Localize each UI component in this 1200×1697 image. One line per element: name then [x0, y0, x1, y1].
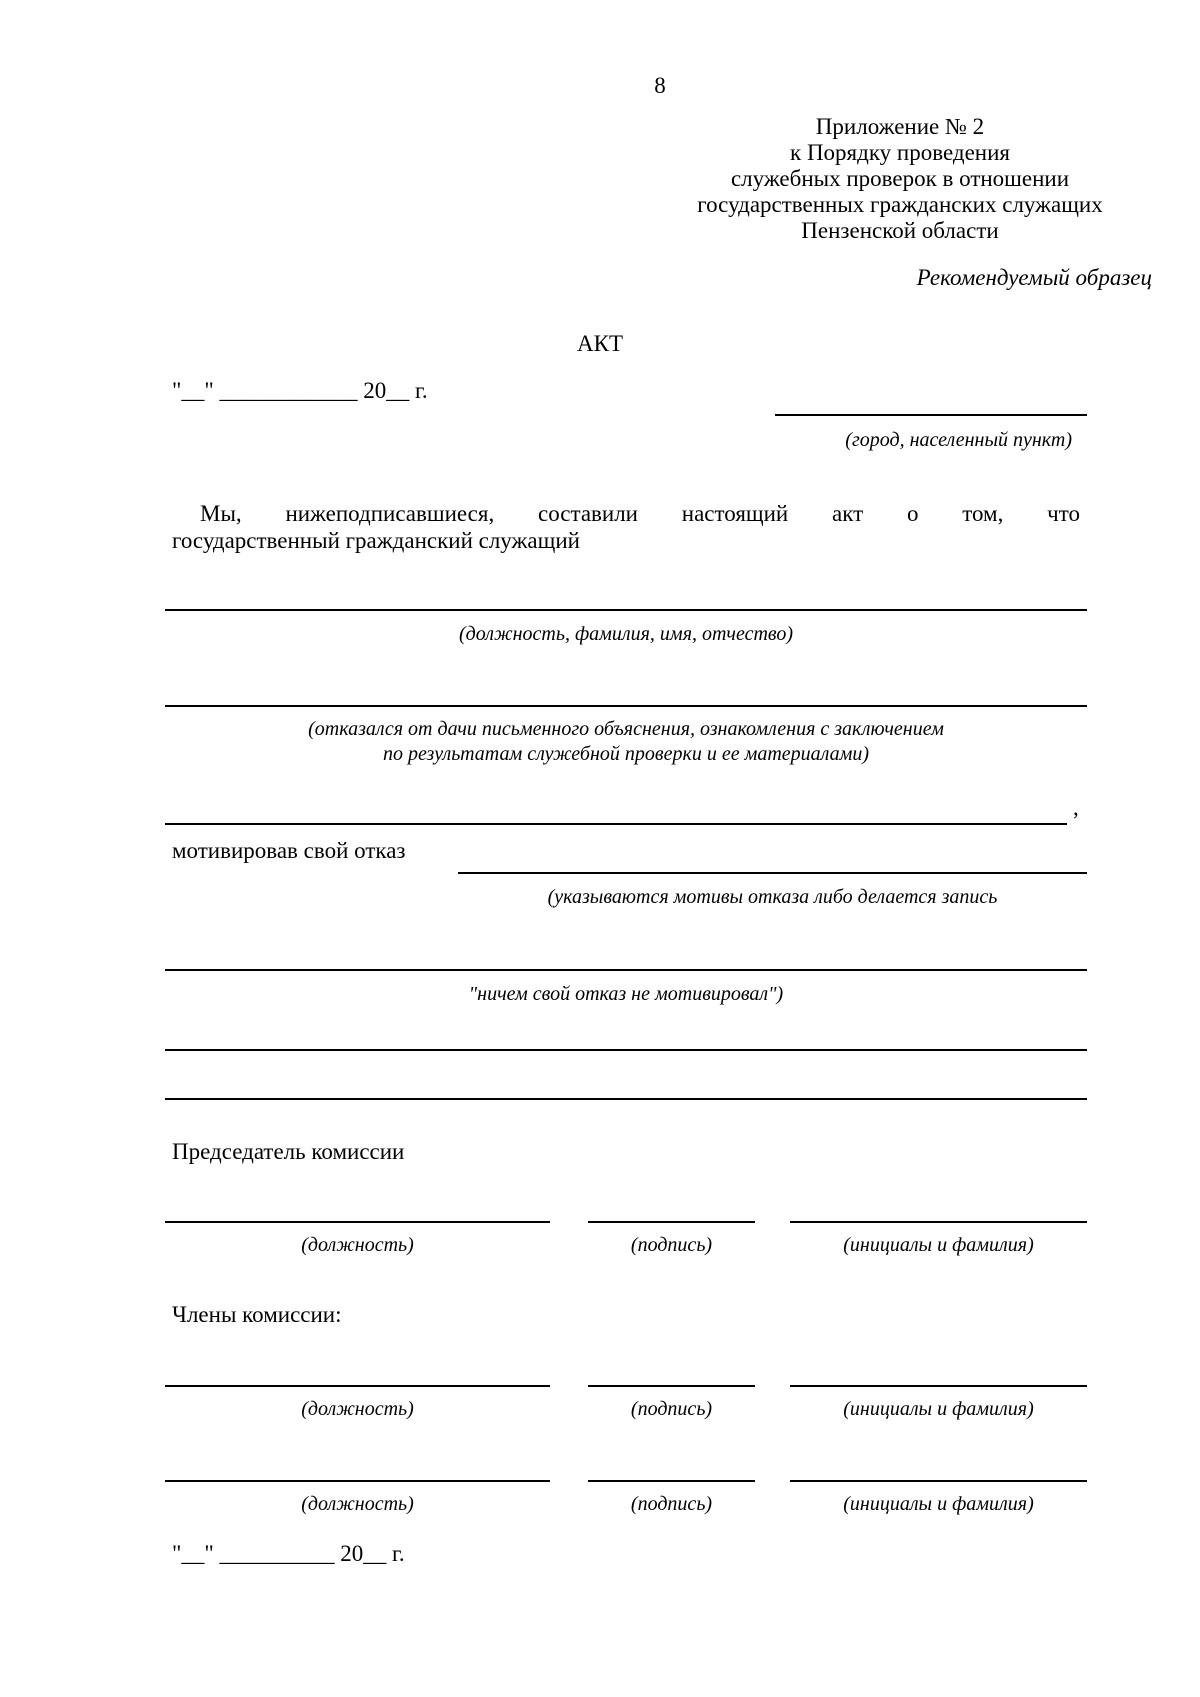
intro-word: акт: [832, 501, 864, 526]
member1-signature-line[interactable]: [588, 1385, 755, 1387]
member2-initials-caption: (инициалы и фамилия): [843, 1493, 1034, 1515]
page-number: 8: [654, 73, 666, 98]
intro-word: нижеподписавшиеся,: [285, 501, 495, 526]
date-line-bottom: "__" __________ 20__ г.: [172, 1541, 405, 1566]
appendix-line-3: служебных проверок в отношении: [730, 166, 1070, 191]
appendix-line-2: к Порядку проведения: [790, 140, 1010, 165]
motives-field-line-2[interactable]: [165, 969, 1087, 971]
blank-field-line-1[interactable]: [165, 1049, 1087, 1051]
intro-word: составили: [538, 501, 638, 526]
member2-initials-line[interactable]: [790, 1480, 1087, 1482]
date-line-top: "__" ____________ 20__ г.: [172, 378, 428, 403]
chairman-position-line[interactable]: [165, 1221, 550, 1223]
motives-field-line[interactable]: [458, 872, 1087, 874]
member2-position-caption: (должность): [301, 1493, 414, 1515]
motives-caption: (указываются мотивы отказа либо делается запись: [547, 886, 998, 908]
city-caption: (город, населенный пункт): [845, 429, 1072, 451]
continuation-field-line[interactable]: [165, 823, 1067, 825]
intro-word: Мы,: [200, 501, 242, 526]
refused-caption-1: (отказался от дачи письменного объяснения, ознакомления с заключением: [308, 718, 944, 740]
chairman-signature-caption: (подпись): [630, 1234, 713, 1256]
intro-line-1: [200, 501, 1080, 527]
no-motive-caption: "ничем свой отказ не мотивировал"): [468, 983, 784, 1005]
appendix-line-1: Приложение № 2: [815, 114, 985, 139]
intro-line-2: государственный гражданский служащий: [172, 528, 580, 553]
member1-position-line[interactable]: [165, 1385, 550, 1387]
chairman-label: Председатель комиссии: [172, 1139, 405, 1164]
member1-position-caption: (должность): [301, 1398, 414, 1420]
member1-initials-caption: (инициалы и фамилия): [843, 1398, 1034, 1420]
intro-word: о: [906, 501, 919, 526]
motivated-label: мотивировав свой отказ: [172, 838, 406, 863]
position-name-field-line[interactable]: [165, 609, 1087, 611]
member2-signature-caption: (подпись): [630, 1493, 713, 1515]
appendix-line-4: государственных гражданских служащих: [697, 192, 1103, 217]
sample-note: Рекомендуемый образец: [916, 265, 1152, 290]
comma: ,: [1073, 795, 1079, 820]
document-title: АКТ: [577, 331, 623, 356]
intro-word: настоящий: [681, 501, 789, 526]
position-name-caption: (должность, фамилия, имя, отчество): [459, 623, 793, 645]
blank-field-line-2[interactable]: [165, 1098, 1087, 1100]
intro-word: что: [1047, 501, 1080, 526]
refused-field-line[interactable]: [165, 705, 1087, 707]
appendix-line-5: Пензенской области: [801, 218, 999, 243]
refused-caption-2: по результатам служебной проверки и ее материалами): [382, 743, 870, 765]
member2-signature-line[interactable]: [588, 1480, 755, 1482]
appendix-header: [650, 114, 1150, 244]
chairman-position-caption: (должность): [301, 1234, 414, 1256]
member1-signature-caption: (подпись): [630, 1398, 713, 1420]
intro-word: том,: [962, 501, 1004, 526]
chairman-initials-line[interactable]: [790, 1221, 1087, 1223]
member1-initials-line[interactable]: [790, 1385, 1087, 1387]
members-label: Члены комиссии:: [172, 1302, 342, 1327]
chairman-signature-line[interactable]: [588, 1221, 755, 1223]
city-field-line[interactable]: [775, 414, 1087, 416]
member2-position-line[interactable]: [165, 1480, 550, 1482]
chairman-initials-caption: (инициалы и фамилия): [843, 1234, 1034, 1256]
